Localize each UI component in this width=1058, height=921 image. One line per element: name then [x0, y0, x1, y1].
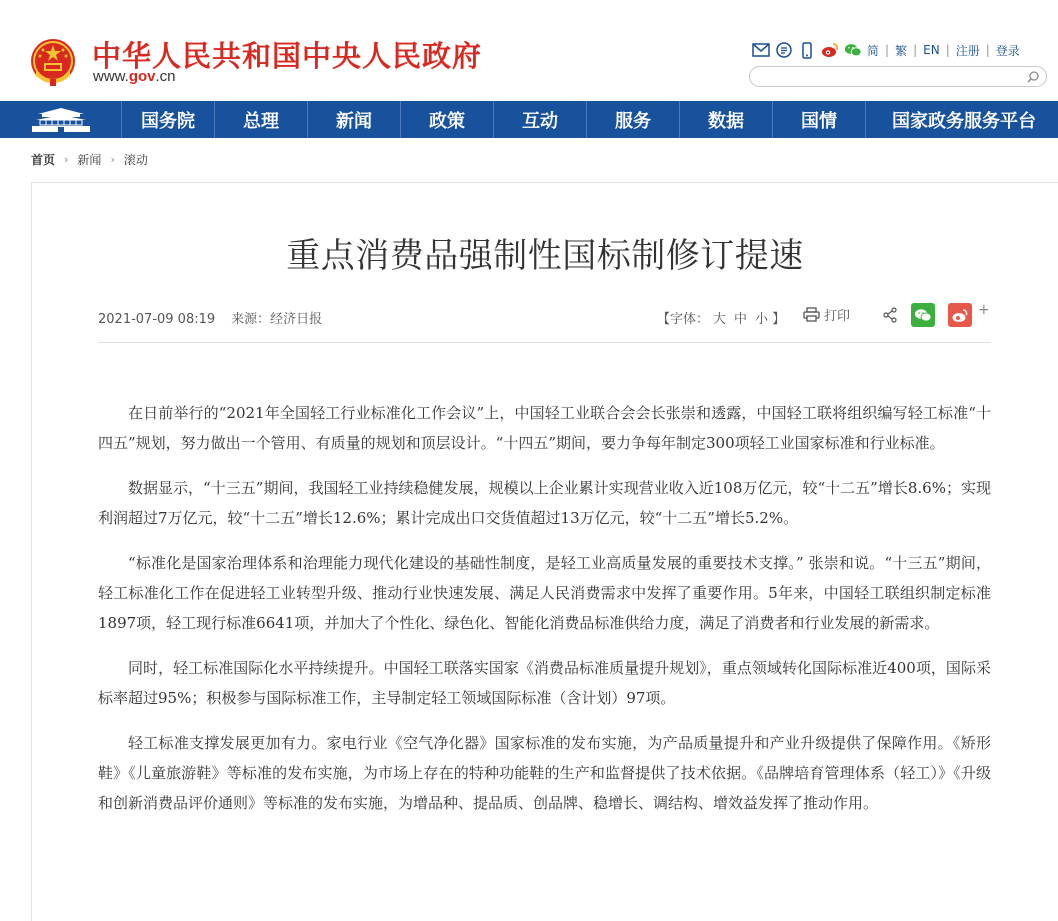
wechat-icon[interactable]	[844, 41, 862, 59]
article-title: 重点消费品强制性国标制修订提速	[286, 236, 804, 276]
site-url-suffix: .cn	[155, 68, 176, 85]
national-emblem-icon[interactable]	[28, 36, 78, 88]
english-link[interactable]: EN	[923, 43, 940, 57]
breadcrumb-rolling[interactable]: 滚动	[123, 153, 148, 167]
site-url-domain: gov	[128, 68, 156, 85]
article-paragraph: 在日前举行的“2021年全国轻工行业标准化工作会议”上，中国轻工业联合会会长张崇和透露，中国轻工联将组织编写轻工标准“十四五”规划，努力做出一个管用、有质量的规划和顶层设计。“十四五”期间，要力争每年制定300项轻工业国家标准和行业标准。	[98, 404, 991, 452]
chevron-right-icon: ›	[64, 153, 69, 166]
print-label: 打印	[824, 309, 851, 324]
feedback-icon[interactable]	[775, 41, 793, 59]
nav-item-policies[interactable]: 政策	[401, 101, 494, 138]
nav-item-services[interactable]: 服务	[587, 101, 680, 138]
search-box	[749, 66, 1047, 87]
tools-separator: |	[945, 43, 950, 57]
article-paragraph: 轻工标准支撑发展更加有力。家电行业《空气净化器》国家标准的发布实施，为产品质量提升和产业升级提供了保障作用。《矫形鞋》《儿童旅游鞋》等标准的发布实施，为市场上存在的特种功能鞋的生产和监督提供了技术依据。《品牌培育管理体系（轻工）》《升级和创新消费品评价通则》等标准的发布实施，为增品种、提品质、创品牌、稳增长、调结构、增效益发挥了推动作用。	[98, 734, 991, 812]
font-size-small[interactable]: 小	[755, 312, 769, 327]
simplified-chinese-link[interactable]: 简	[867, 43, 880, 58]
article-body	[98, 398, 991, 833]
nav-item-state-council[interactable]: 国务院	[122, 101, 215, 138]
mail-icon[interactable]	[752, 41, 770, 59]
mobile-icon[interactable]	[798, 41, 816, 59]
nav-item-interaction[interactable]: 互动	[494, 101, 587, 138]
printer-icon	[803, 307, 820, 322]
article-paragraph: 同时，轻工标准国际化水平持续提升。中国轻工联落实国家《消费品标准质量提升规划》，重点领域转化国际标准近400项，国际采标率超过95%；积极参与国际标准工作，主导制定轻工领域国际标准（含计划）97项。	[98, 659, 991, 707]
login-link[interactable]: 登录	[995, 43, 1020, 58]
article-datetime: 2021-07-09 08:19	[98, 312, 216, 327]
tools-separator: |	[885, 43, 890, 57]
nav-item-data[interactable]: 数据	[680, 101, 773, 138]
share-weibo-button[interactable]	[948, 303, 972, 327]
weibo-icon[interactable]	[821, 41, 839, 59]
font-size-label-close: 】	[772, 312, 786, 327]
print-button[interactable]	[803, 305, 850, 324]
article-source-label: 来源：	[231, 312, 271, 327]
share-icon[interactable]	[882, 307, 898, 323]
meta-divider	[98, 342, 991, 343]
font-size-control	[657, 308, 785, 327]
site-url-prefix: www.	[93, 68, 129, 85]
tiananmen-icon	[30, 106, 92, 134]
breadcrumb	[31, 151, 148, 168]
chevron-right-icon: ›	[110, 153, 115, 166]
nav-home[interactable]	[0, 101, 122, 138]
share-wechat-button[interactable]	[911, 303, 935, 327]
breadcrumb-home[interactable]: 首页	[31, 153, 56, 167]
search-icon[interactable]	[1025, 69, 1041, 85]
top-tools	[752, 40, 1020, 60]
article-source: 经济日报	[270, 312, 323, 327]
tools-separator: |	[985, 43, 990, 57]
search-input[interactable]	[760, 69, 1020, 84]
font-size-label-open: 【字体：	[657, 312, 710, 327]
font-size-medium[interactable]: 中	[734, 312, 748, 327]
weibo-icon	[951, 308, 969, 323]
nav-item-news[interactable]: 新闻	[308, 101, 401, 138]
wechat-icon	[914, 308, 932, 322]
site-header	[0, 0, 1058, 100]
site-url[interactable]	[93, 68, 176, 85]
tools-separator: |	[913, 43, 918, 57]
nav-item-gov-service-platform[interactable]: 国家政务服务平台	[892, 110, 1036, 132]
breadcrumb-news[interactable]: 新闻	[77, 153, 102, 167]
article-paragraph: 数据显示，“十三五”期间，我国轻工业持续稳健发展，规模以上企业累计实现营业收入近108万亿元，较“十二五”增长8.6%；实现利润超过7万亿元，较“十二五”增长12.6%；累计完成出口交货值超过13万亿元，较“十二五”增长5.2%。	[98, 479, 991, 527]
nav-item-national-info[interactable]: 国情	[773, 101, 866, 138]
share-more-button[interactable]: +	[978, 302, 990, 318]
register-link[interactable]: 注册	[955, 43, 980, 58]
nav-item-premier[interactable]: 总理	[215, 101, 308, 138]
article-meta	[98, 308, 322, 327]
article-paragraph: “标准化是国家治理体系和治理能力现代化建设的基础性制度，是轻工业高质量发展的重要技术支撑。” 张崇和说。“十三五”期间，轻工标准化工作在促进轻工业转型升级、推动行业快速发展、满足人民消费需求中发挥了重要作用。5年来，中国轻工联组织制定标准1897项，轻工现行标准6641项，并加大了个性化、绿色化、智能化消费品标准供给力度，满足了消费者和行业发展的新需求。	[98, 554, 991, 632]
main-nav	[0, 101, 1058, 138]
site-title[interactable]: 中华人民共和国中央人民政府	[92, 39, 483, 73]
traditional-chinese-link[interactable]: 繁	[895, 43, 908, 58]
font-size-large[interactable]: 大	[713, 312, 727, 327]
